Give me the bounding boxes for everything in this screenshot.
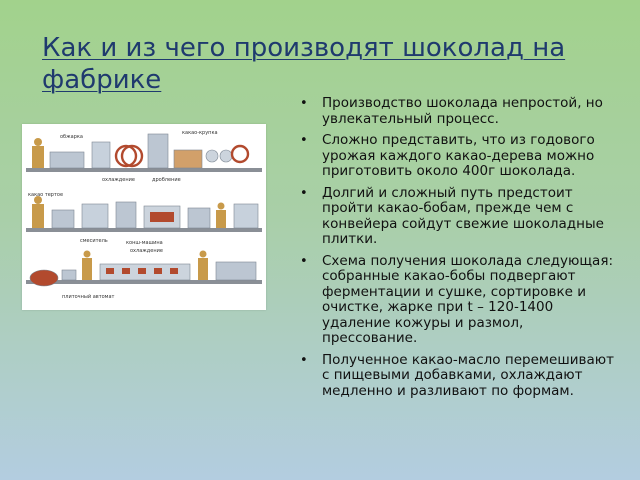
chocolate-production-diagram — [22, 124, 266, 310]
bullet-dot-icon: • — [300, 185, 308, 201]
label-conche: конш-машина — [126, 240, 163, 246]
bullet-item — [298, 353, 618, 400]
label-moulding: плиточный автомат — [62, 294, 115, 300]
bullet-dot-icon: • — [300, 253, 308, 269]
bullet-dot-icon: • — [300, 352, 308, 368]
bullet-dot-icon: • — [300, 96, 308, 111]
label-roasting: обжарка — [60, 134, 83, 140]
production-row-2 — [26, 196, 262, 232]
label-crushing: дробление — [152, 177, 181, 183]
label-cocoa-grits: какао-крупка — [182, 130, 218, 136]
label-cocoa-mass: какао тертое — [28, 192, 64, 198]
bullet-item — [298, 254, 618, 347]
bullet-list — [298, 96, 618, 405]
bullet-dot-icon: • — [300, 133, 308, 148]
bullet-text: Производство шоколада непростой, но увлекательный процесс. — [322, 95, 603, 127]
production-line-illustration — [22, 124, 266, 310]
production-row-3 — [26, 251, 262, 287]
label-cooling-1: охлаждение — [102, 177, 135, 183]
bullet-text: Долгий и сложный путь предстоит пройти какао-бобам, прежде чем с конвейера сойдут свежие шоколадные плитки. — [322, 184, 604, 247]
bullet-text: Схема получения шоколада следующая: собранные какао-бобы подвергают ферментации и сушке, сортировке и очистке, жарке при t – 120-1400 удаление кожуры и размол, прессование. — [322, 252, 613, 346]
bullet-item — [298, 133, 618, 180]
slide-title: Как и из чего производят шоколад на фабрике — [42, 33, 566, 95]
bullet-item — [298, 96, 618, 127]
bullet-item — [298, 186, 618, 248]
bullet-text: Полученное какао-масло перемешивают с пищевыми добавками, охлаждают медленно и разливают по формам. — [322, 351, 614, 399]
bullet-text: Сложно представить, что из годового урожая каждого какао-дерева можно приготовить около 400г шоколада. — [322, 132, 595, 179]
label-cooling-2: охлаждение — [130, 248, 163, 254]
label-mixer: смеситель — [80, 238, 108, 244]
